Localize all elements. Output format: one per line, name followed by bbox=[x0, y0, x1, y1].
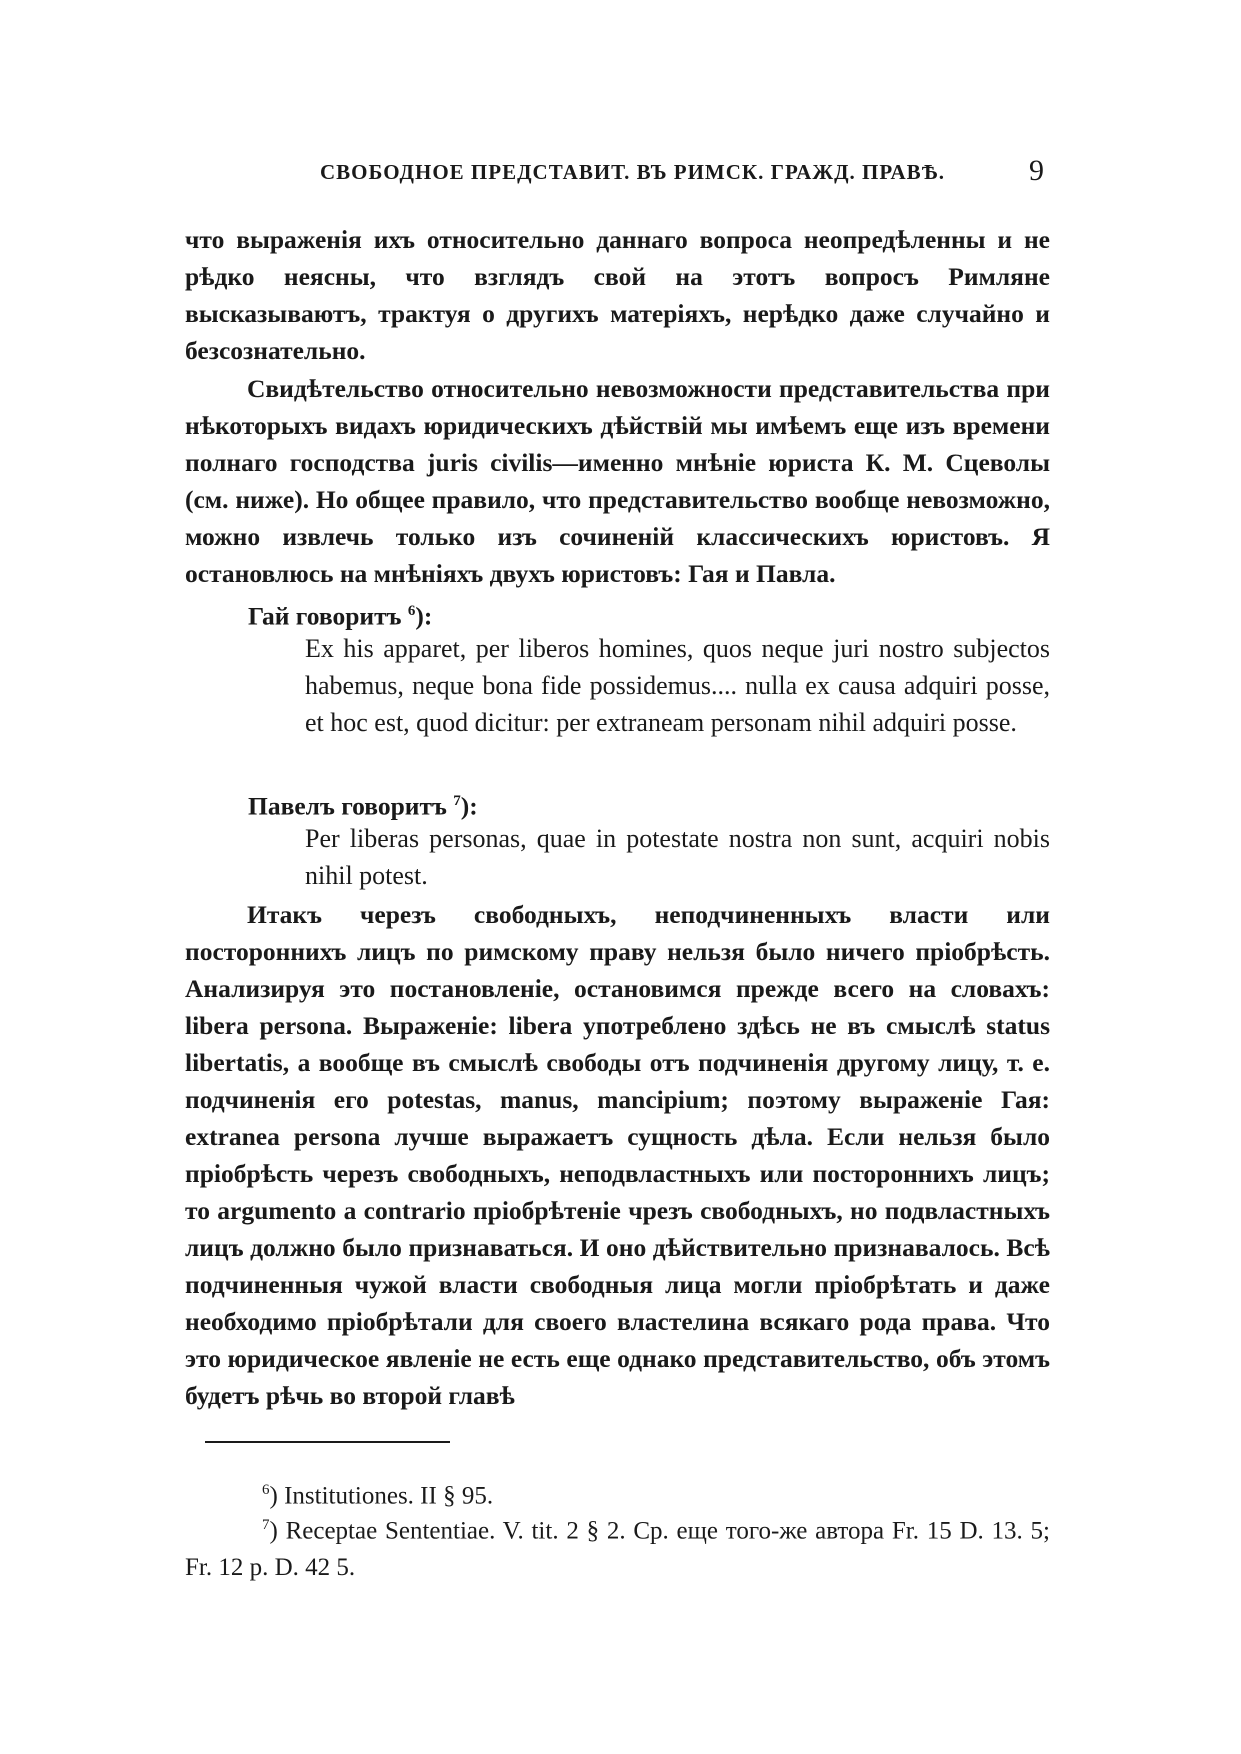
footnote-6: $^6$) Institutiones. II § 95. bbox=[262, 1482, 494, 1510]
footnote-text: Institutiones. II § 95. bbox=[284, 1482, 494, 1510]
paragraph-2: Свидѣтельство относительно невозможности представительства при нѣкоторыхъ видахъ юридическихъ дѣйствій мы имѣемъ еще изъ времени полнаго господства juris civilis—именно мнѣніе юриста К. М. Сцеволы (см. ниже). Но общее правило, что представительство вообще невозможно, можно извлечь только изъ сочиненій классическихъ юристовъ. Я остановлюсь на мнѣніяхъ двухъ юристовъ: Гая и Павла. bbox=[185, 374, 1050, 588]
footnote-mark: 7 bbox=[262, 1517, 270, 1533]
latin-quote-paulus: Per liberas personas, quae in potestate nostra non sunt, acquiri nobis nihil potest. bbox=[305, 824, 1050, 890]
paragraph-3: Итакъ черезъ свободныхъ, неподчиненныхъ власти или постороннихъ лицъ по римскому праву нельзя было ничего пріобрѣсть. Анализируя это постановленіе, остановимся прежде всего на словахъ: libera persona. Выраженіе: libera употреблено здѣсь не въ смыслѣ status libertatis, а вообще въ смыслѣ свободы отъ подчиненія другому лицу, т. е. подчиненія его potestas, manus, mancipium; поэтому выраженіе Гая: extranea persona лучше выражаетъ сущность дѣла. Если нельзя было пріобрѣсть черезъ свободныхъ, неподвластныхъ или постороннихъ лицъ; то argumento a contrario пріобрѣтеніе чрезъ свободныхъ, но подвластныхъ лицъ должно было признаваться. И оно дѣйствительно признавалось. Всѣ подчиненныя чужой власти свободныя лица могли пріобрѣтать и даже необходимо пріобрѣтали для своего властелина всякаго рода права. Что это юридическое явленіе не есть еще однако представительство, объ этомъ будетъ рѣчь во второй главѣ bbox=[185, 900, 1050, 1410]
citation-lead-gaius: Гай говоритъ $^6$): bbox=[248, 601, 433, 631]
footnote-ref-7: 7 bbox=[453, 793, 461, 809]
latin-quote-gaius: Ex his apparet, per liberos homines, quos neque juri nostro subjectos habemus, neque bona fide possidemus.... nulla ex causa adquiri posse, et hoc est, quod dicitur: per extraneam personam nihil adquiri posse. bbox=[305, 634, 1050, 737]
footnote-divider bbox=[205, 1441, 450, 1443]
running-title: СВОБОДНОЕ ПРЕДСТАВИТ. ВЪ РИМСК. ГРАЖД. ПРАВѢ. bbox=[320, 160, 945, 184]
citation-lead-paulus: Павелъ говоритъ $^7$): bbox=[248, 791, 478, 821]
citation-lead-text: Павелъ говоритъ bbox=[248, 791, 447, 821]
page-number: 9 bbox=[1029, 154, 1045, 187]
footnote-text: Receptae Sententiae. V. tit. 2 § 2. Ср. еще того-же автора Fr. 15 D. 13. 5; Fr. 12 p. D. 42 5. bbox=[185, 1517, 1050, 1582]
footnote-ref-6: 6 bbox=[407, 603, 416, 619]
running-header bbox=[320, 154, 1045, 187]
paragraph-1: что выраженія ихъ относительно даннаго вопроса неопредѣленны и не рѣдко неясны, что взглядъ свой на этотъ вопросъ Римляне высказываютъ, трактуя о другихъ матеріяхъ, нерѣдко даже случайно и безсознательно. bbox=[185, 225, 1050, 365]
footnote-7: $^7$) Receptae Sententiae. V. tit. 2 § 2. Ср. еще того-же автора Fr. 15 D. 13. 5; Fr. 12 p. D. 42 5. bbox=[185, 1517, 1050, 1582]
footnote-mark: 6 bbox=[262, 1482, 270, 1498]
citation-lead-text: Гай говоритъ bbox=[248, 601, 402, 631]
